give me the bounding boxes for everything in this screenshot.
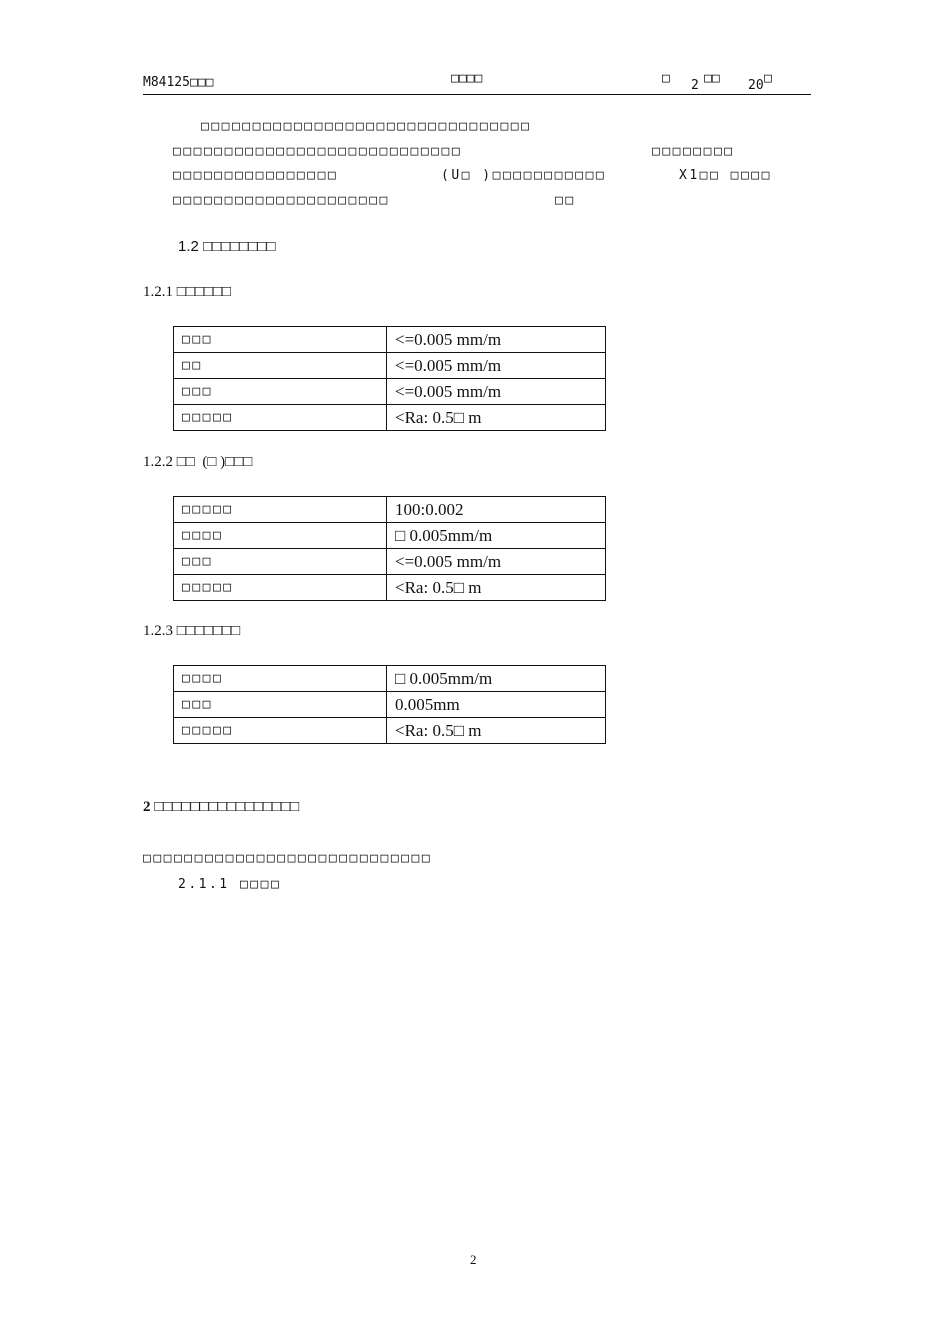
- intro-line-3c: X1□□ □□□□: [679, 168, 772, 183]
- header-title: □□□□: [451, 71, 483, 86]
- table-cell-value: <Ra: 0.5□ m: [387, 718, 606, 744]
- intro-line-2a: □□□□□□□□□□□□□□□□□□□□□□□□□□□□: [173, 144, 463, 159]
- table-row: [174, 353, 606, 379]
- table-cell-label: □□□: [174, 379, 387, 405]
- subsection-heading-1-2-2: 1.2.2 □□ (□ )□□□: [143, 454, 253, 470]
- table-cell-value: <=0.005 mm/m: [387, 549, 606, 575]
- section-2-paragraph: □□□□□□□□□□□□□□□□□□□□□□□□□□□□: [143, 851, 433, 866]
- table-cell-label: □□□: [174, 327, 387, 353]
- table-row: [174, 718, 606, 744]
- header-doc-id: M84125□□□: [143, 75, 214, 90]
- intro-line-1: □□□□□□□□□□□□□□□□□□□□□□□□□□□□□□□□: [201, 119, 532, 134]
- table-cell-label: □□□□: [174, 523, 387, 549]
- table-cell-value: <=0.005 mm/m: [387, 353, 606, 379]
- table-row: [174, 405, 606, 431]
- spec-table-1: [173, 326, 606, 431]
- header-rule: [143, 94, 811, 95]
- table-cell-label: □□□: [174, 692, 387, 718]
- table-row: [174, 523, 606, 549]
- spec-table-2: [173, 496, 606, 601]
- intro-line-4b: □□: [555, 193, 576, 208]
- section-heading-1-2: 1.2 □□□□□□□□: [178, 238, 276, 255]
- table-cell-label: □□□: [174, 549, 387, 575]
- table-cell-value: <Ra: 0.5□ m: [387, 575, 606, 601]
- table-row: [174, 549, 606, 575]
- spec-table-3: [173, 665, 606, 744]
- table-cell-value: <=0.005 mm/m: [387, 327, 606, 353]
- table-row: [174, 497, 606, 523]
- intro-line-3b: (U□ )□□□□□□□□□□□: [441, 168, 607, 183]
- section-heading-2: 2 □□□□□□□□□□□□□□□□: [143, 799, 300, 815]
- table-cell-value: 100:0.002: [387, 497, 606, 523]
- intro-line-2b: □□□□□□□□: [652, 144, 735, 159]
- table-row: [174, 692, 606, 718]
- header-page-number: 2: [691, 78, 699, 93]
- intro-line-4a: □□□□□□□□□□□□□□□□□□□□□: [173, 193, 390, 208]
- header-total-pages: 20: [748, 78, 764, 93]
- table-cell-label: □□□□□: [174, 718, 387, 744]
- intro-line-3a: □□□□□□□□□□□□□□□□: [173, 168, 339, 183]
- subsection-heading-1-2-1: 1.2.1 □□□□□□: [143, 284, 232, 300]
- header-total-suffix: □: [764, 71, 772, 86]
- table-row: [174, 379, 606, 405]
- table-row: [174, 575, 606, 601]
- table-cell-label: □□: [174, 353, 387, 379]
- table-cell-label: □□□□□: [174, 497, 387, 523]
- table-cell-value: 0.005mm: [387, 692, 606, 718]
- subsection-heading-1-2-3: 1.2.3 □□□□□□□: [143, 623, 241, 639]
- footer-page-number: 2: [470, 1252, 477, 1267]
- header-page-prefix: □: [662, 71, 670, 86]
- subsection-heading-2-1-1: 2.1.1 □□□□: [178, 877, 282, 892]
- table-cell-label: □□□□: [174, 666, 387, 692]
- header-page-mid: □□: [704, 71, 720, 86]
- table-cell-label: □□□□□: [174, 575, 387, 601]
- table-cell-value: <=0.005 mm/m: [387, 379, 606, 405]
- table-row: [174, 327, 606, 353]
- table-cell-value: <Ra: 0.5□ m: [387, 405, 606, 431]
- table-cell-label: □□□□□: [174, 405, 387, 431]
- table-row: [174, 666, 606, 692]
- table-cell-value: □ 0.005mm/m: [387, 666, 606, 692]
- table-cell-value: □ 0.005mm/m: [387, 523, 606, 549]
